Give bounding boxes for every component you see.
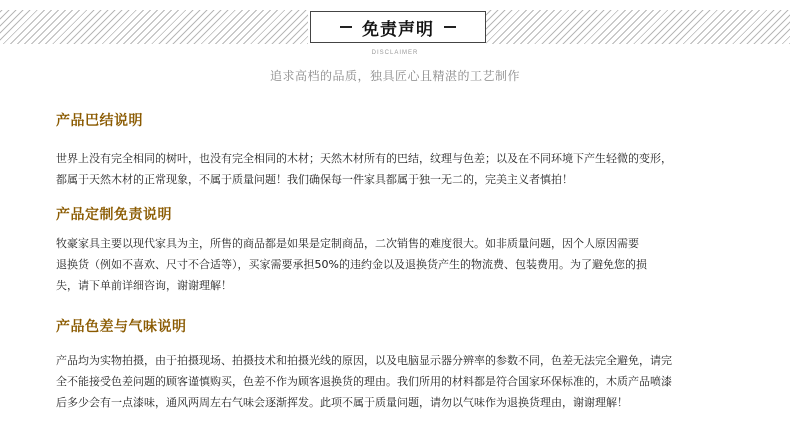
section-line: 产品均为实物拍摄，由于拍摄现场、拍摄技术和拍摄光线的原因，以及电脑显示器分辨率的参数不同，色差无法完全避免，请完	[56, 354, 672, 367]
page-title: 免责声明	[362, 19, 434, 40]
title-dash-left	[340, 26, 352, 28]
header-hatch-left	[0, 10, 308, 44]
page-slogan: 追求高档的品质，独具匠心且精湛的工艺制作	[269, 69, 520, 83]
section-title-knots: 产品巴结说明	[56, 113, 143, 129]
section-body-knots	[56, 148, 736, 190]
section-line: 都属于天然木材的正常现象，不属于质量问题！我们确保每一件家具都属于独一无二的，完美主义者慎拍！	[56, 173, 573, 186]
section-line: 退换货（例如不喜欢、尺寸不合适等），买家需要承担50%的违约金以及退换货产生的物流费、包装费用。为了避免您的损	[56, 258, 647, 271]
section-title-color-odor: 产品色差与气味说明	[56, 319, 187, 335]
section-line: 失，请下单前详细咨询，谢谢理解！	[56, 279, 232, 292]
section-body-color-odor	[56, 350, 736, 413]
header-hatch-right	[486, 10, 790, 44]
section-line: 全不能接受色差问题的顾客谨慎购买，色差不作为顾客退换货的理由。我们所用的材料都是符合国家环保标准的，木质产品喷漆	[56, 375, 672, 388]
section-line: 牧豪家具主要以现代家具为主，所售的商品都是如果是定制商品，二次销售的难度很大。如非质量问题，因个人原因需要	[56, 237, 639, 250]
section-line: 世界上没有完全相同的树叶，也没有完全相同的木材；天然木材所有的巴结，纹理与色差；以及在不同环境下产生轻微的变形，	[56, 152, 672, 165]
page-title-box	[310, 11, 486, 43]
title-dash-right	[444, 26, 456, 28]
section-body-custom	[56, 233, 736, 296]
page-subtitle-en: DISCLAIMER	[371, 50, 419, 56]
section-title-custom: 产品定制免责说明	[56, 207, 172, 223]
section-line: 后多少会有一点漆味，通风两周左右气味会逐渐挥发。此项不属于质量问题，请勿以气味作为退换货理由，谢谢理解！	[56, 396, 628, 409]
